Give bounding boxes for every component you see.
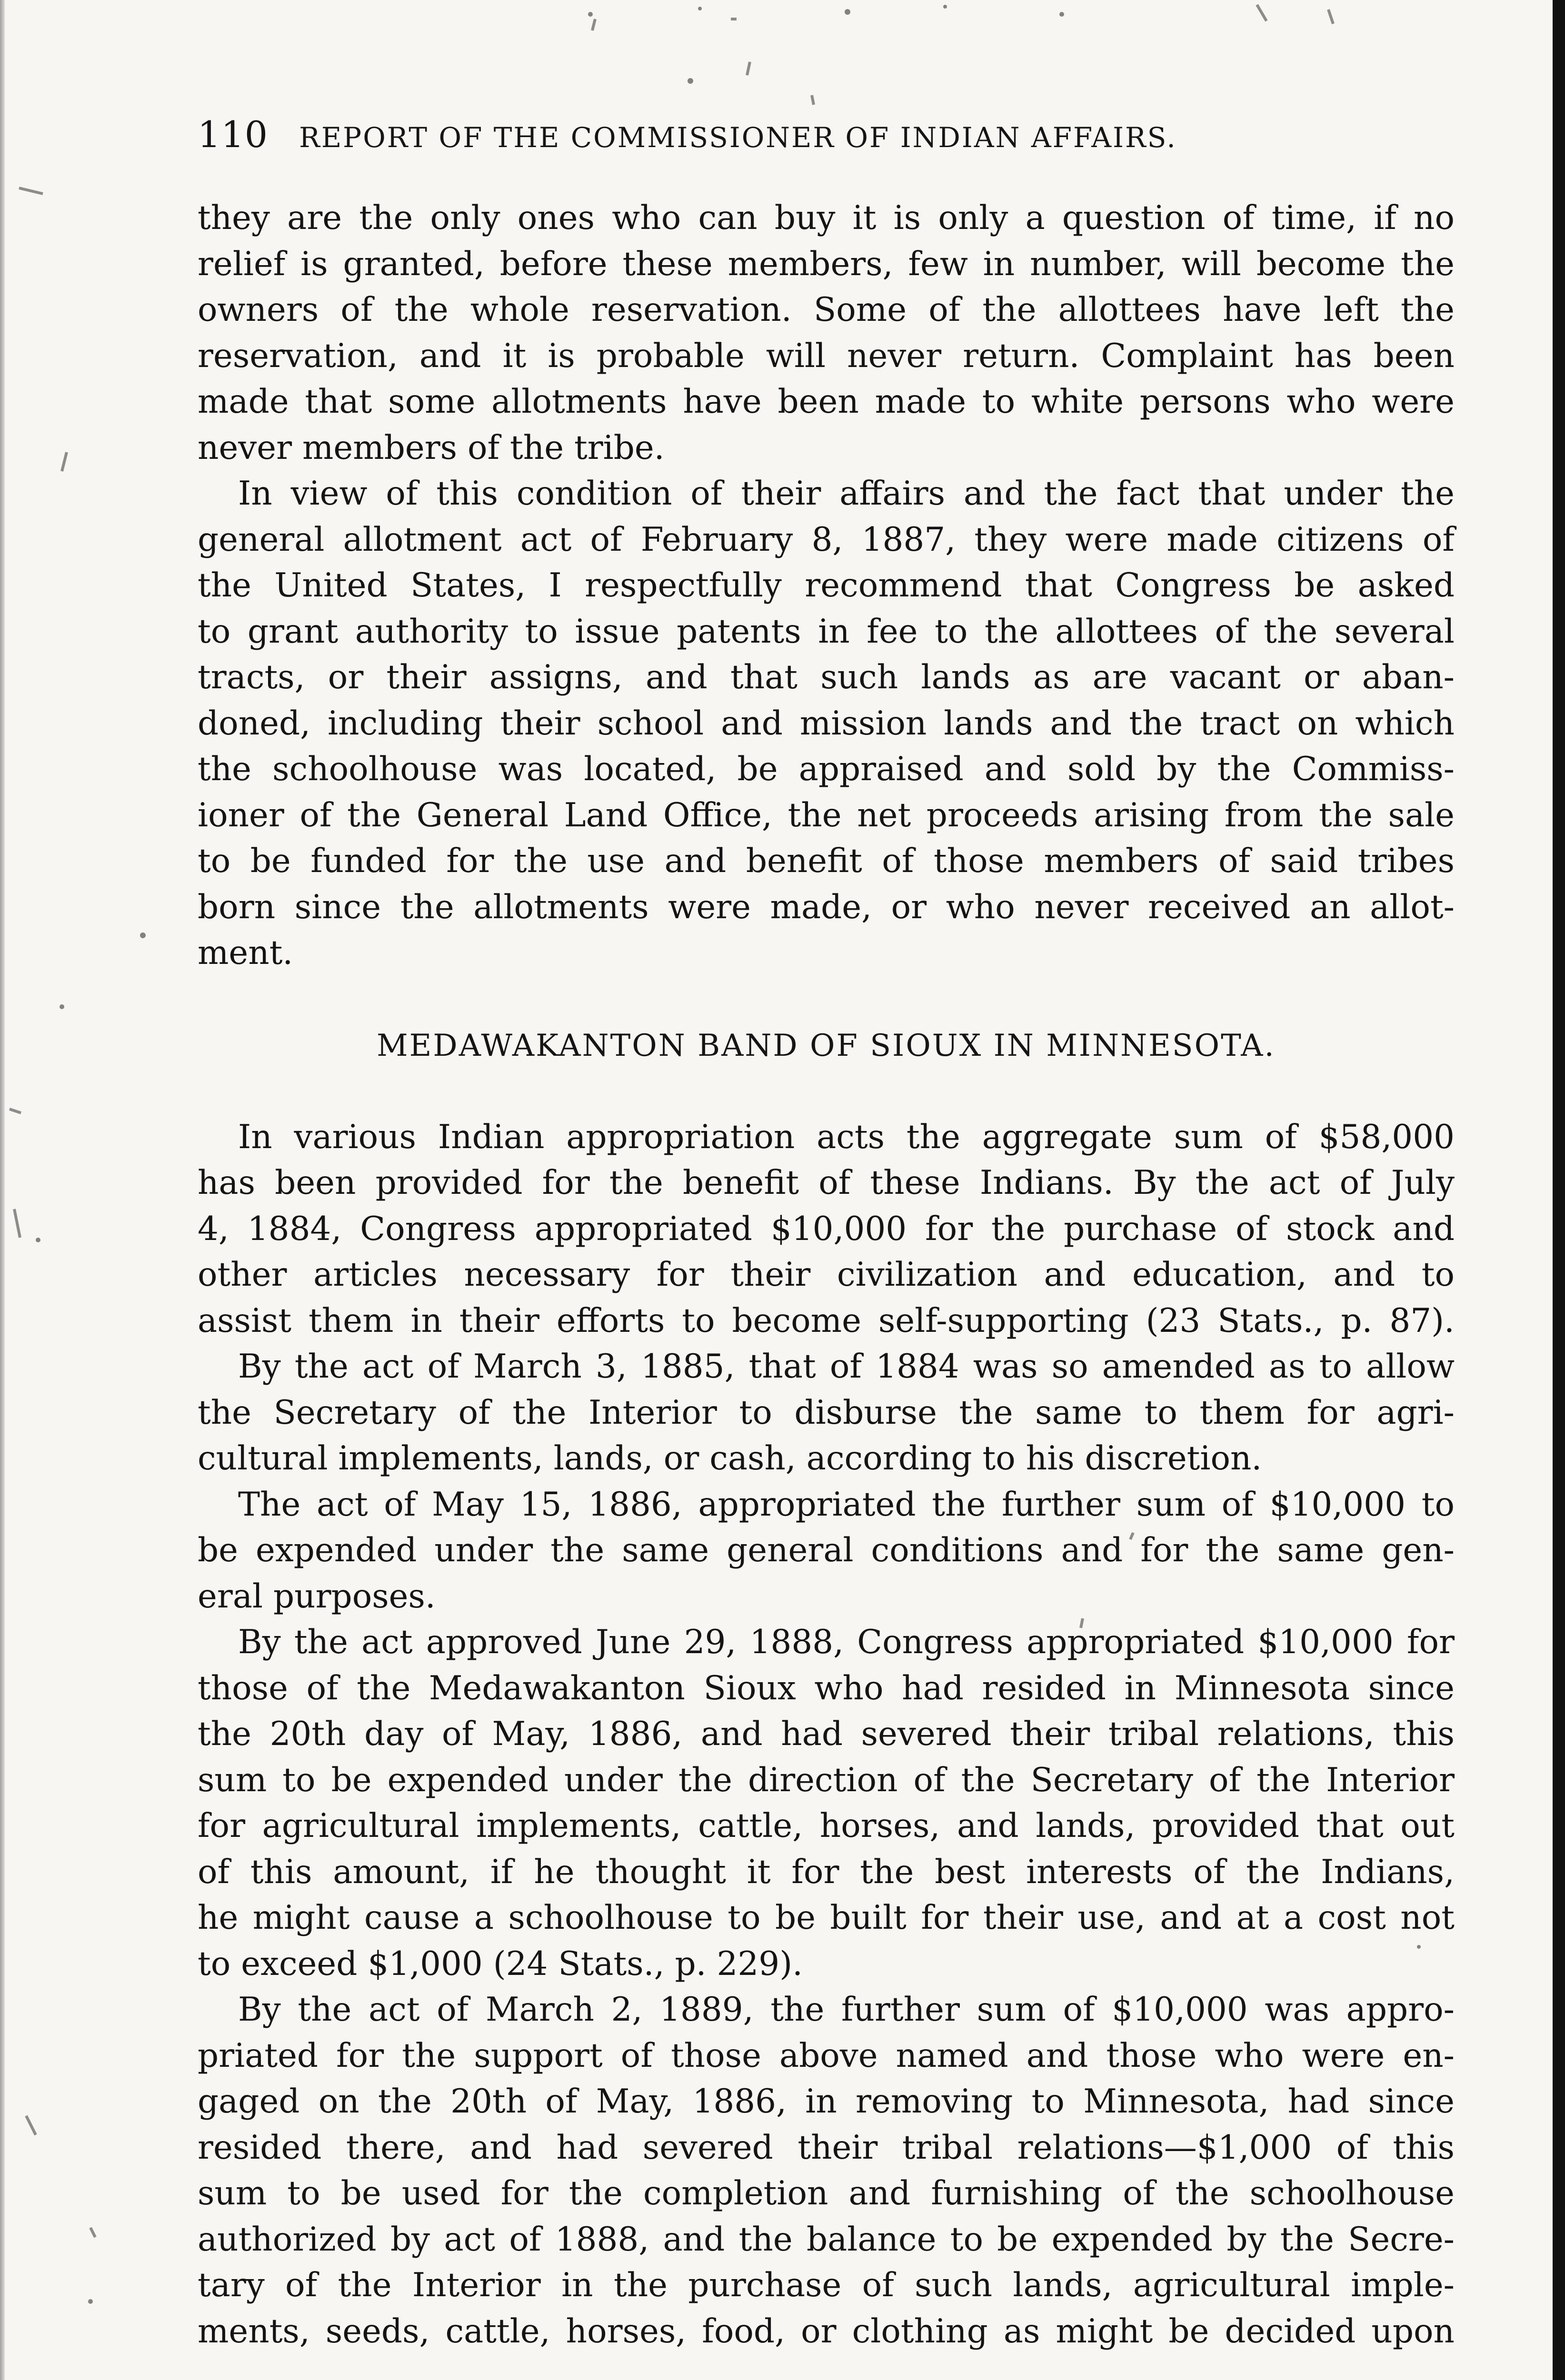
text-line: cultural implements, lands, or cash, according to his discretion. bbox=[198, 1439, 1262, 1478]
running-header bbox=[198, 113, 1455, 166]
paragraph bbox=[198, 1114, 1455, 1344]
text-line: has been provided for the benefit of these Indians. By the act of July bbox=[198, 1164, 1455, 1202]
text-line: eral purposes. bbox=[198, 1577, 436, 1616]
text-line: the United States, I respectfully recommend that Congress be asked bbox=[198, 566, 1455, 605]
text-line: tracts, or their assigns, and that such lands as are vacant or aban- bbox=[198, 658, 1455, 696]
paragraph bbox=[198, 1987, 1455, 2354]
text-line: In various Indian appropriation acts the aggregate sum of $58,000 bbox=[238, 1118, 1455, 1156]
text-line: born since the allotments were made, or who never received an allot- bbox=[198, 888, 1455, 926]
text-line: By the act approved June 29, 1888, Congress appropriated $10,000 for bbox=[238, 1623, 1455, 1661]
text-line: authorized by act of 1888, and the balance to be expended by the Secre- bbox=[198, 2220, 1455, 2259]
text-line: The act of May 15, 1886, appropriated the further sum of $10,000 to bbox=[238, 1485, 1455, 1524]
text-line: relief is granted, before these members, few in number, will become the bbox=[198, 245, 1455, 283]
paragraph bbox=[198, 1619, 1455, 1987]
text-line: resided there, and had severed their tribal relations—$1,000 of this bbox=[198, 2128, 1455, 2167]
text-line: In view of this condition of their affairs and the fact that under the bbox=[238, 475, 1455, 513]
text-line: be expended under the same general conditions and for the same gen- bbox=[198, 1531, 1455, 1569]
text-line: those of the Medawakanton Sioux who had resided in Minnesota since bbox=[198, 1669, 1455, 1707]
text-line: for agricultural implements, cattle, horses, and lands, provided that out bbox=[198, 1807, 1455, 1845]
text-line: general allotment act of February 8, 1887, they were made citizens of bbox=[198, 520, 1455, 559]
text-line: assist them in their efforts to become self-supporting (23 Stats., p. 87). bbox=[198, 1301, 1455, 1340]
text-line: never members of the tribe. bbox=[198, 428, 665, 467]
text-line: made that some allotments have been made to white persons who were bbox=[198, 383, 1455, 421]
paragraph bbox=[198, 471, 1455, 976]
text-line: priated for the support of those above named and those who were en- bbox=[198, 2036, 1455, 2075]
text-line: the schoolhouse was located, be appraised and sold by the Commiss- bbox=[198, 750, 1455, 788]
text-line: ment. bbox=[198, 934, 293, 972]
running-title: REPORT OF THE COMMISSIONER OF INDIAN AFFAIRS. bbox=[299, 121, 1177, 154]
paragraph bbox=[198, 1344, 1455, 1482]
text-line: reservation, and it is probable will never return. Complaint has been bbox=[198, 337, 1455, 375]
text-line: gaged on the 20th of May, 1886, in removing to Minnesota, had since bbox=[198, 2082, 1455, 2121]
text-line: sum to be used for the completion and furnishing of the schoolhouse bbox=[198, 2174, 1455, 2212]
page-number: 110 bbox=[198, 113, 269, 156]
text-line: doned, including their school and mission lands and the tract on which bbox=[198, 704, 1455, 743]
text-line: tary of the Interior in the purchase of such lands, agricultural imple- bbox=[198, 2266, 1455, 2304]
paragraph bbox=[198, 195, 1455, 471]
paragraph bbox=[198, 1482, 1455, 1620]
page-body bbox=[198, 195, 1455, 2354]
text-line: he might cause a schoolhouse to be built for their use, and at a cost not bbox=[198, 1899, 1455, 1937]
text-line: to grant authority to issue patents in fee to the allottees of the several bbox=[198, 612, 1455, 651]
text-line: to be funded for the use and benefit of those members of said tribes bbox=[198, 842, 1455, 880]
text-line: the Secretary of the Interior to disburse the same to them for agri- bbox=[198, 1393, 1455, 1432]
text-line: other articles necessary for their civilization and education, and to bbox=[198, 1256, 1455, 1294]
text-line: By the act of March 2, 1889, the further sum of $10,000 was appro- bbox=[238, 1991, 1455, 2029]
section-heading: MEDAWAKANTON BAND OF SIOUX IN MINNESOTA. bbox=[377, 1028, 1276, 1063]
text-line: 4, 1884, Congress appropriated $10,000 for the purchase of stock and bbox=[198, 1210, 1455, 1248]
text-line: to exceed $1,000 (24 Stats., p. 229). bbox=[198, 1944, 803, 1983]
text-line: ments, seeds, cattle, horses, food, or clothing as might be decided upon bbox=[198, 2312, 1455, 2350]
text-line: of this amount, if he thought it for the best interests of the Indians, bbox=[198, 1853, 1455, 1891]
text-line: By the act of March 3, 1885, that of 1884 was so amended as to allow bbox=[238, 1348, 1455, 1386]
text-line: the 20th day of May, 1886, and had severed their tribal relations, this bbox=[198, 1715, 1455, 1753]
text-line: sum to be expended under the direction of the Secretary of the Interior bbox=[198, 1761, 1455, 1799]
text-line: ioner of the General Land Office, the net proceeds arising from the sale bbox=[198, 796, 1455, 834]
text-line: they are the only ones who can buy it is only a question of time, if no bbox=[198, 199, 1455, 237]
text-line: owners of the whole reservation. Some of the allottees have left the bbox=[198, 291, 1455, 329]
